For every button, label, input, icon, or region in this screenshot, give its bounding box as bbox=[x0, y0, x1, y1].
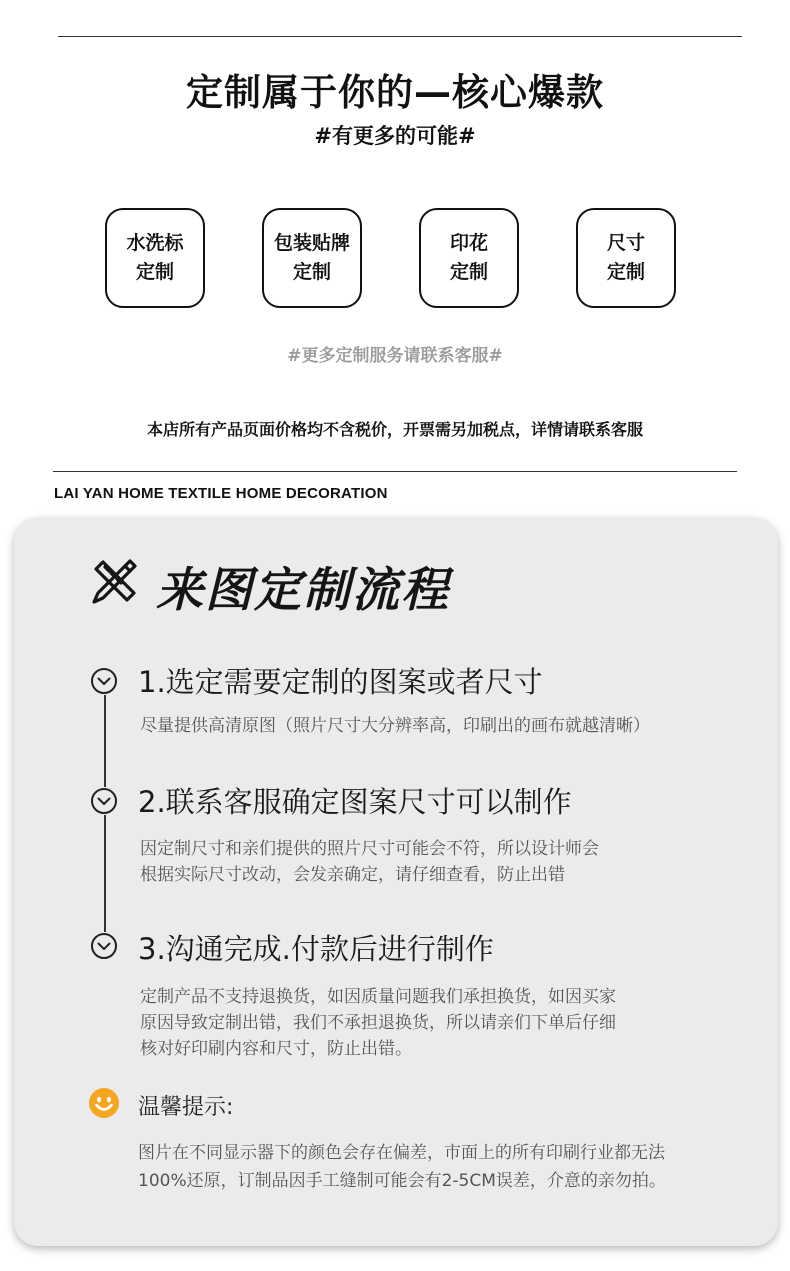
tip-desc-line: 图片在不同显示器下的颜色会存在偏差，市面上的所有印刷行业都无法 bbox=[138, 1143, 665, 1163]
chevron-down-circle-icon bbox=[90, 932, 118, 960]
step-desc-line: 核对好印刷内容和尺寸，防止出错。 bbox=[140, 1039, 412, 1059]
mid-divider bbox=[53, 471, 737, 472]
tip-desc-line: 100%还原，订制品因手工缝制可能会有2-5CM误差，介意的亲勿拍。 bbox=[138, 1171, 666, 1191]
option-line1: 印花 bbox=[449, 232, 488, 254]
step-desc-line: 原因导致定制出错，我们不承担退换货，所以请亲们下单后仔细 bbox=[140, 1013, 616, 1033]
step-desc-line: 根据实际尺寸改动，会发亲确定，请仔细查看，防止出错 bbox=[140, 865, 565, 885]
option-line2: 定制 bbox=[135, 261, 174, 283]
step-desc-line: 因定制尺寸和亲们提供的照片尺寸可能会不符，所以设计师会 bbox=[140, 839, 599, 859]
option-line1: 尺寸 bbox=[606, 232, 645, 254]
option-line2: 定制 bbox=[606, 261, 645, 283]
step-desc bbox=[140, 836, 599, 888]
smiley-face-icon bbox=[88, 1087, 120, 1119]
top-divider bbox=[58, 36, 742, 37]
option-line2: 定制 bbox=[292, 261, 331, 283]
option-line2: 定制 bbox=[449, 261, 488, 283]
step-title: 3.沟通完成.付款后进行制作 bbox=[138, 932, 494, 966]
process-card bbox=[14, 518, 778, 1246]
step-desc bbox=[140, 713, 650, 739]
pencil-ruler-icon bbox=[90, 556, 140, 606]
step-desc bbox=[140, 984, 616, 1062]
tip-title: 温馨提示: bbox=[138, 1095, 234, 1120]
option-wash-label[interactable] bbox=[105, 208, 205, 308]
process-title: 来图定制流程 bbox=[156, 563, 450, 618]
tip-desc bbox=[138, 1139, 666, 1195]
tax-notice: 本店所有产品页面价格均不含税价，开票需另加税点，详情请联系客服 bbox=[146, 420, 643, 439]
timeline-line bbox=[104, 693, 106, 943]
page-subtitle: #有更多的可能# bbox=[314, 124, 476, 148]
step-desc-line: 定制产品不支持退换货，如因质量问题我们承担换货，如因买家 bbox=[140, 987, 616, 1007]
more-services-text: #更多定制服务请联系客服# bbox=[287, 346, 503, 366]
page-title: 定制属于你的—核心爆款 bbox=[186, 71, 604, 114]
step-title: 1.选定需要定制的图案或者尺寸 bbox=[138, 665, 543, 699]
brand-name: LAI YAN HOME TEXTILE HOME DECORATION bbox=[54, 485, 388, 502]
step-desc-line: 尽量提供高清原图（照片尺寸大分辨率高，印刷出的画布就越清晰） bbox=[140, 716, 650, 736]
option-line1: 包装贴牌 bbox=[273, 232, 350, 254]
chevron-down-circle-icon bbox=[90, 787, 118, 815]
option-packaging-brand[interactable] bbox=[262, 208, 362, 308]
chevron-down-circle-icon bbox=[90, 667, 118, 695]
option-line1: 水洗标 bbox=[126, 232, 184, 254]
step-title: 2.联系客服确定图案尺寸可以制作 bbox=[138, 785, 572, 819]
option-size[interactable] bbox=[576, 208, 676, 308]
option-printing[interactable] bbox=[419, 208, 519, 308]
